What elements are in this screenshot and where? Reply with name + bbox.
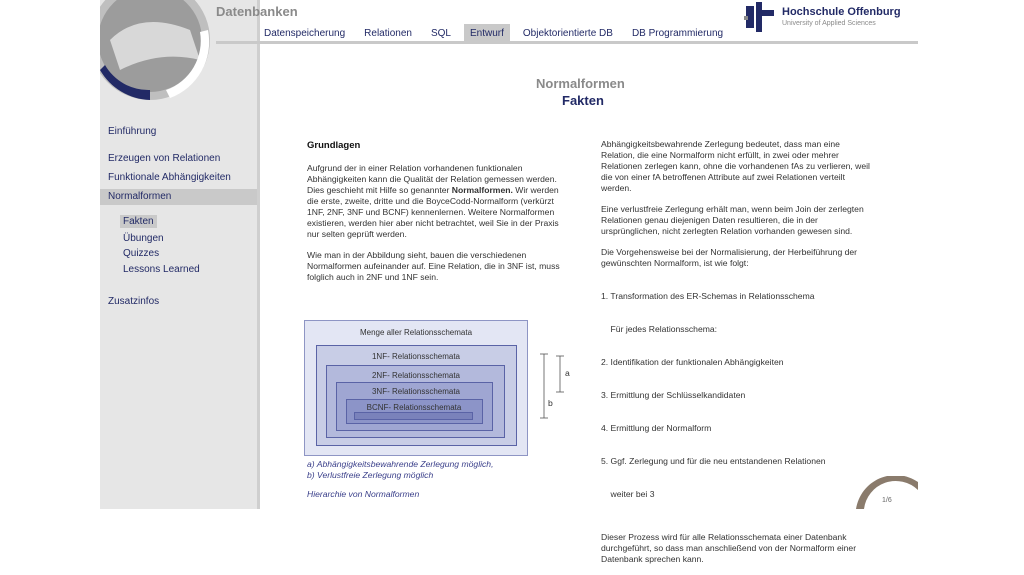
nav-db-programmierung[interactable]: DB Programmierung bbox=[631, 28, 724, 39]
nav-sql[interactable]: SQL bbox=[430, 28, 451, 39]
university-name: Hochschule Offenburg bbox=[782, 6, 901, 18]
caption-b: b) Verlustfreie Zerlegung möglich bbox=[307, 470, 434, 480]
list-item: 3. Ermittlung der Schlüsselkandidaten bbox=[601, 390, 746, 400]
list-item: 4. Ermittlung der Normalform bbox=[601, 423, 712, 433]
caption-a: a) Abhängigkeitsbewahrende Zerlegung möglich, bbox=[307, 459, 494, 469]
nav-objektorientierte-db[interactable]: Objektorientierte DB bbox=[522, 28, 613, 39]
normalform-hierarchy-diagram bbox=[304, 320, 528, 456]
paragraph-prozess: Dieser Prozess wird für alle Relationsschemata einer Datenbank durchgeführt, so dass man anschließend von der Normalform einer Datenbank sprechen kann. bbox=[601, 532, 857, 564]
paragraph-vorgehen: Die Vorgehensweise bei der Normalisierung, der Herbeiführung der gewünschten Normalform, ist wie folgt: bbox=[601, 247, 858, 268]
diagram-level-3nf: 3NF- Relationsschemata bbox=[371, 387, 461, 396]
right-column bbox=[601, 139, 873, 575]
sidebar-subitem-fakten[interactable]: Fakten bbox=[120, 215, 157, 228]
diagram-level-1nf: 1NF- Relationsschemata bbox=[371, 352, 461, 361]
sidebar-subitem-uebungen[interactable]: Übungen bbox=[123, 233, 164, 244]
page-subtitle: Fakten bbox=[562, 93, 604, 108]
app-title: Datenbanken bbox=[216, 4, 298, 19]
list-item: 5. Ggf. Zerlegung und für die neu entstandenen Relationen bbox=[601, 456, 826, 466]
steps-list bbox=[601, 269, 873, 522]
paragraph-abhaengigkeit: Abhängigkeitsbewahrende Zerlegung bedeutet, dass man eine Relation, die eine Normalform nicht erfüllt, in zwei oder mehrer Relationen zerlegen kann, ohne die vorhandenen fAs zu verlieren, weil die von einer fA betroffenen Attribute auf zwei Relationen verteilt werden. bbox=[601, 139, 870, 193]
paragraph-hierarchy: Wie man in der Abbildung sieht, bauen die verschiedenen Normalformen aufeinander auf. Eine Relation, die in 3NF ist, muss folglich auch in 2NF und 1NF sein. bbox=[307, 250, 560, 282]
university-logo-icon bbox=[742, 2, 778, 37]
nav-datenspeicherung[interactable]: Datenspeicherung bbox=[264, 28, 346, 39]
bracket-label-b: b bbox=[548, 398, 553, 408]
nav-entwurf[interactable]: Entwurf bbox=[464, 24, 510, 43]
nav-relationen[interactable]: Relationen bbox=[364, 28, 412, 39]
sidebar-subitem-lessons[interactable]: Lessons Learned bbox=[123, 264, 200, 275]
page-title: Normalformen bbox=[536, 76, 625, 91]
caption-title: Hierarchie von Normalformen bbox=[307, 489, 420, 499]
list-item: weiter bei 3 bbox=[601, 489, 655, 499]
list-item: 2. Identifikation der funktionalen Abhängigkeiten bbox=[601, 357, 784, 367]
header-photo-circle bbox=[100, 0, 220, 100]
diagram-level-2nf: 2NF- Relationsschemata bbox=[371, 371, 461, 380]
list-item: Für jedes Relationsschema: bbox=[601, 324, 718, 334]
top-nav bbox=[258, 24, 736, 43]
bracket-label-a: a bbox=[565, 368, 570, 378]
page-number: 1/6 bbox=[882, 497, 892, 504]
sidebar-item-einfuehrung[interactable]: Einführung bbox=[108, 126, 157, 137]
paragraph-intro: Aufgrund der in einer Relation vorhandenen funktionalen Abhängigkeiten kann die Qualität der Relation gemessen werden. Dies geschieht mit Hilfe so genannter Normalformen. Wir werden die erste, zweite, dritte und die BoyceCodd-Normalform (verkürzt 1NF, 2NF, 3NF und BCNF) kennenlernen. Weitere Normalformen existieren, werden hier aber nicht betrachtet, weil Sie in der Praxis nur selten geprüft werden. bbox=[307, 163, 559, 239]
diagram-level-all: Menge aller Relationsschemata bbox=[359, 328, 473, 337]
sidebar-item-normalformen[interactable]: Normalformen bbox=[100, 189, 257, 205]
left-column bbox=[307, 163, 572, 293]
list-item: 1. Transformation des ER-Schemas in Relationsschema bbox=[601, 291, 815, 301]
paragraph-verlustfrei: Eine verlustfreie Zerlegung erhält man, wenn beim Join der zerlegten Relationen genau diejenigen Daten resultieren, die in der ursprünglichen, nicht zerlegten Relation vorhanden gewesen sind. bbox=[601, 204, 864, 236]
page-indicator-arc-icon bbox=[852, 476, 918, 514]
sidebar-subitem-quizzes[interactable]: Quizzes bbox=[123, 248, 160, 259]
sidebar-item-erzeugen[interactable]: Erzeugen von Relationen bbox=[108, 153, 221, 164]
section-heading: Grundlagen bbox=[307, 140, 361, 151]
sidebar-item-funktionale[interactable]: Funktionale Abhängigkeiten bbox=[108, 172, 231, 183]
university-subtitle: University of Applied Sciences bbox=[782, 20, 876, 27]
diagram-brackets bbox=[538, 352, 578, 429]
sidebar-item-zusatzinfos[interactable]: Zusatzinfos bbox=[108, 296, 160, 307]
diagram-level-bcnf: BCNF- Relationsschemata bbox=[366, 403, 462, 412]
